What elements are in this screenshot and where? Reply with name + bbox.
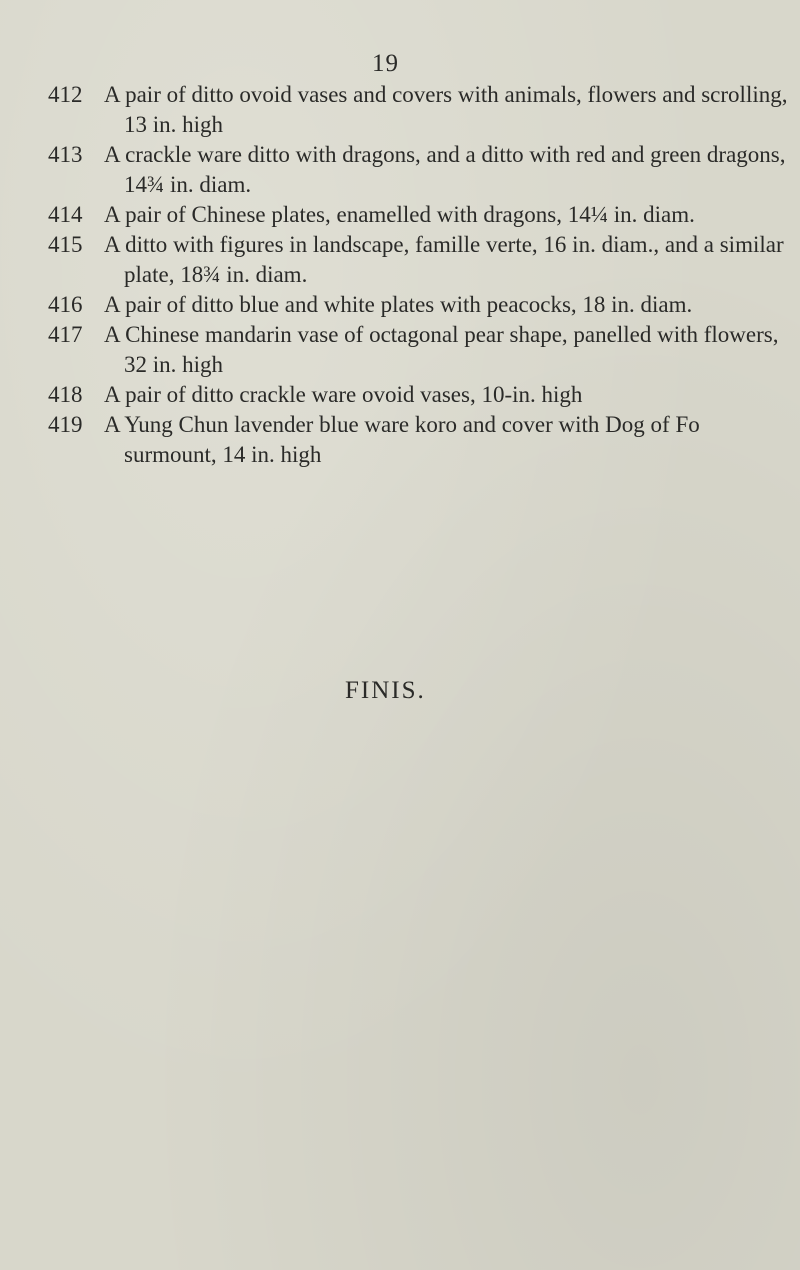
page-number: 19 <box>372 50 399 77</box>
lot-description: A crackle ware ditto with dragons, and a ditto with red and green dragons, 14¾ in. diam. <box>104 142 786 197</box>
lot-number: 416 <box>48 292 83 317</box>
lot-number: 413 <box>48 142 83 167</box>
lot-description: A Yung Chun lavender blue ware koro and cover with Dog of Fo surmount, 14 in. high <box>104 412 700 467</box>
lot-description: A pair of ditto ovoid vases and covers with animals, flowers and scrolling, 13 in. high <box>104 82 788 137</box>
lot-description: A pair of ditto crackle ware ovoid vases, 10-in. high <box>104 382 583 407</box>
lot-description: A pair of Chinese plates, enamelled with dragons, 14¼ in. diam. <box>104 202 695 227</box>
lot-number: 417 <box>48 322 83 347</box>
lot-number: 415 <box>48 232 83 257</box>
lot-description: A ditto with figures in landscape, famille verte, 16 in. diam., and a similar plate, 18¾ in. diam. <box>104 232 784 287</box>
lot-number: 412 <box>48 82 83 107</box>
lot-description: A pair of ditto blue and white plates with peacocks, 18 in. diam. <box>104 292 693 317</box>
lot-description: A Chinese mandarin vase of octagonal pear shape, panelled with flowers, 32 in. high <box>104 322 779 377</box>
lot-number: 414 <box>48 202 83 227</box>
lot-number: 419 <box>48 412 83 437</box>
finis-label: FINIS. <box>345 677 426 704</box>
lot-number: 418 <box>48 382 83 407</box>
